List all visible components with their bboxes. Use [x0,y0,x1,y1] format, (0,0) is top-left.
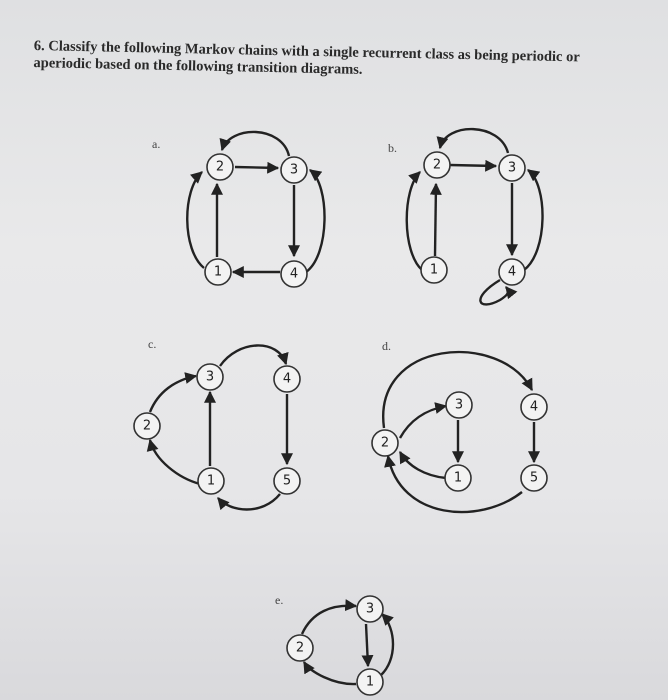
edge-e-2-3 [302,606,356,634]
node-c-1 [198,468,224,494]
edge-e-1-3-outer [380,614,393,676]
edge-a-1-2-outer [187,172,204,268]
diagram-b-label: b. [388,141,397,155]
diagram-c [134,337,300,510]
node-e-3 [357,596,383,622]
edge-b-4-4-loop [480,280,508,304]
edge-c-1-2 [150,440,200,484]
node-c-5 [274,468,300,494]
svg-text:3: 3 [454,397,464,413]
node-b-1 [421,257,447,283]
node-c-2 [134,413,160,439]
edge-c-2-3 [150,376,196,412]
svg-text:2: 2 [142,418,152,434]
svg-text:1: 1 [429,262,439,278]
svg-text:4: 4 [529,399,539,415]
node-d-5 [521,465,547,491]
node-c-3 [197,364,223,390]
edge-b-3-2 [440,129,508,153]
diagram-b [388,129,543,304]
edge-b-2-3 [450,165,496,166]
svg-text:3: 3 [289,162,299,178]
svg-text:1: 1 [365,674,375,690]
diagram-c-label: c. [148,337,157,351]
diagram-a [152,132,325,287]
svg-text:1: 1 [453,470,463,486]
svg-text:4: 4 [507,264,517,280]
diagram-e [275,593,393,695]
node-d-1 [445,465,471,491]
edge-b-4-3-outer [524,170,543,270]
svg-text:2: 2 [432,157,442,173]
svg-text:1: 1 [213,264,223,280]
node-d-4 [521,394,547,420]
svg-text:5: 5 [282,473,292,489]
question-text: 6. Classify the following Markov chains with a single recurrent class as being periodic or aperiodic based on the following transition diagrams. [33,38,580,78]
svg-text:4: 4 [289,266,299,282]
node-a-3 [281,157,307,183]
edge-c-3-4 [220,345,286,366]
svg-text:2: 2 [215,159,225,175]
svg-text:2: 2 [380,435,390,451]
node-a-2 [207,154,233,180]
edge-c-5-1 [218,494,280,510]
node-b-3 [499,155,525,181]
svg-text:2: 2 [295,640,305,656]
edge-d-1-2 [400,452,446,478]
node-d-2 [372,430,398,456]
diagram-d-label: d. [382,339,391,353]
node-c-4 [274,366,300,392]
edge-d-2-3 [400,406,446,438]
svg-text:3: 3 [205,369,215,385]
edge-a-3-2 [222,132,289,156]
node-a-4 [281,261,307,287]
edge-e-3-1 [366,624,368,666]
edge-e-1-2 [304,662,356,684]
node-e-1 [357,669,383,695]
node-d-3 [446,392,472,418]
node-e-2 [287,635,313,661]
svg-text:1: 1 [206,473,216,489]
node-b-4 [499,259,525,285]
svg-text:3: 3 [365,601,375,617]
edge-a-4-3-outer [306,170,325,272]
diagram-d [372,339,547,512]
diagram-a-label: a. [152,137,161,151]
node-a-1 [205,259,231,285]
diagram-e-label: e. [275,593,284,607]
edge-b-1-2 [435,184,436,256]
svg-text:3: 3 [507,160,517,176]
edge-a-2-3 [235,167,278,168]
svg-text:4: 4 [282,371,292,387]
node-b-2 [424,152,450,178]
edge-b-1-2-outer [407,172,422,270]
svg-text:5: 5 [529,470,539,486]
